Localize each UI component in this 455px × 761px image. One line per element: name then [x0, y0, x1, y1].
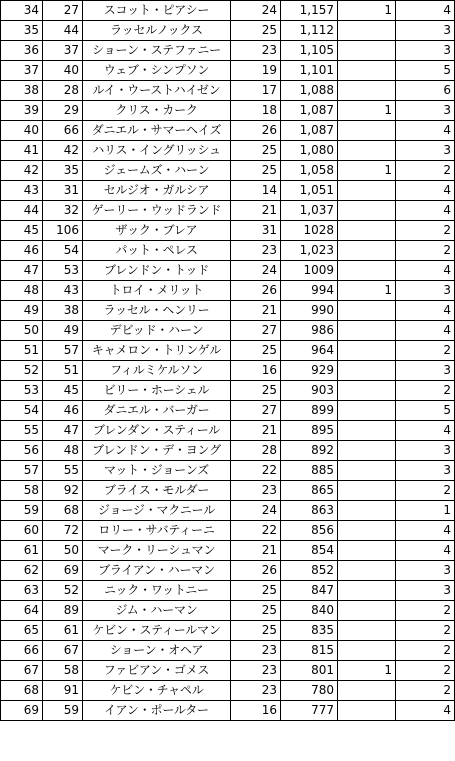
previous-rank-cell: 91: [43, 681, 83, 701]
age-cell: 16: [231, 701, 281, 721]
rank-cell: 61: [1, 541, 43, 561]
rank-cell: 37: [1, 61, 43, 81]
points-cell: 835: [281, 621, 338, 641]
points-cell: 1,105: [281, 41, 338, 61]
previous-rank-cell: 89: [43, 601, 83, 621]
age-cell: 16: [231, 361, 281, 381]
rank-cell: 34: [1, 1, 43, 21]
events-cell: 2: [396, 681, 455, 701]
events-cell: 4: [396, 321, 455, 341]
previous-rank-cell: 42: [43, 141, 83, 161]
points-cell: 780: [281, 681, 338, 701]
previous-rank-cell: 44: [43, 21, 83, 41]
player-name-cell: キャメロン・トリンゲル: [83, 341, 231, 361]
player-name-cell: ニック・ワットニー: [83, 581, 231, 601]
age-cell: 22: [231, 461, 281, 481]
wins-cell: [338, 121, 396, 141]
previous-rank-cell: 49: [43, 321, 83, 341]
age-cell: 31: [231, 221, 281, 241]
wins-cell: [338, 181, 396, 201]
points-cell: 986: [281, 321, 338, 341]
events-cell: 2: [396, 601, 455, 621]
table-row: [1, 161, 455, 181]
wins-cell: [338, 141, 396, 161]
age-cell: 21: [231, 541, 281, 561]
player-name-cell: ブレンダン・スティール: [83, 421, 231, 441]
age-cell: 25: [231, 381, 281, 401]
rank-cell: 39: [1, 101, 43, 121]
age-cell: 17: [231, 81, 281, 101]
points-cell: 1,157: [281, 1, 338, 21]
events-cell: 4: [396, 181, 455, 201]
points-cell: 994: [281, 281, 338, 301]
previous-rank-cell: 52: [43, 581, 83, 601]
previous-rank-cell: 68: [43, 501, 83, 521]
wins-cell: [338, 61, 396, 81]
table-row: [1, 301, 455, 321]
events-cell: 5: [396, 401, 455, 421]
points-cell: 1009: [281, 261, 338, 281]
wins-cell: [338, 241, 396, 261]
table-row: [1, 701, 455, 721]
events-cell: 4: [396, 701, 455, 721]
previous-rank-cell: 47: [43, 421, 83, 441]
rank-cell: 42: [1, 161, 43, 181]
rank-cell: 56: [1, 441, 43, 461]
previous-rank-cell: 59: [43, 701, 83, 721]
previous-rank-cell: 28: [43, 81, 83, 101]
age-cell: 24: [231, 501, 281, 521]
events-cell: 4: [396, 201, 455, 221]
points-cell: 1,088: [281, 81, 338, 101]
events-cell: 2: [396, 341, 455, 361]
player-name-cell: マット・ジョーンズ: [83, 461, 231, 481]
previous-rank-cell: 48: [43, 441, 83, 461]
events-cell: 3: [396, 141, 455, 161]
player-name-cell: トロイ・メリット: [83, 281, 231, 301]
age-cell: 21: [231, 421, 281, 441]
player-name-cell: ショーン・オヘア: [83, 641, 231, 661]
previous-rank-cell: 54: [43, 241, 83, 261]
age-cell: 24: [231, 261, 281, 281]
events-cell: 2: [396, 641, 455, 661]
player-name-cell: ラッセルノックス: [83, 21, 231, 41]
player-name-cell: ウェブ・シンプソン: [83, 61, 231, 81]
points-cell: 1,023: [281, 241, 338, 261]
events-cell: 2: [396, 381, 455, 401]
events-cell: 3: [396, 281, 455, 301]
rank-cell: 67: [1, 661, 43, 681]
player-name-cell: ジム・ハーマン: [83, 601, 231, 621]
player-name-cell: スコット・ピアシー: [83, 1, 231, 21]
points-cell: 847: [281, 581, 338, 601]
table-row: [1, 641, 455, 661]
events-cell: 3: [396, 561, 455, 581]
table-row: [1, 1, 455, 21]
table-row: [1, 241, 455, 261]
table-row: [1, 101, 455, 121]
age-cell: 27: [231, 321, 281, 341]
previous-rank-cell: 43: [43, 281, 83, 301]
rank-cell: 52: [1, 361, 43, 381]
points-cell: 903: [281, 381, 338, 401]
previous-rank-cell: 58: [43, 661, 83, 681]
table-row: [1, 601, 455, 621]
table-row: [1, 581, 455, 601]
rank-cell: 58: [1, 481, 43, 501]
points-cell: 856: [281, 521, 338, 541]
rank-cell: 38: [1, 81, 43, 101]
table-row: [1, 381, 455, 401]
table-row: [1, 481, 455, 501]
rank-cell: 60: [1, 521, 43, 541]
table-row: [1, 361, 455, 381]
rank-cell: 44: [1, 201, 43, 221]
player-name-cell: ブライアン・ハーマン: [83, 561, 231, 581]
events-cell: 3: [396, 361, 455, 381]
wins-cell: [338, 421, 396, 441]
previous-rank-cell: 69: [43, 561, 83, 581]
wins-cell: [338, 481, 396, 501]
previous-rank-cell: 66: [43, 121, 83, 141]
points-cell: 990: [281, 301, 338, 321]
ranking-table-body: [1, 1, 455, 721]
rank-cell: 55: [1, 421, 43, 441]
points-cell: 1,058: [281, 161, 338, 181]
table-row: [1, 61, 455, 81]
wins-cell: [338, 41, 396, 61]
rank-cell: 40: [1, 121, 43, 141]
player-name-cell: パット・ペレス: [83, 241, 231, 261]
previous-rank-cell: 55: [43, 461, 83, 481]
table-row: [1, 121, 455, 141]
events-cell: 4: [396, 1, 455, 21]
table-row: [1, 681, 455, 701]
previous-rank-cell: 40: [43, 61, 83, 81]
player-name-cell: ブレンドン・デ・ヨング: [83, 441, 231, 461]
wins-cell: [338, 201, 396, 221]
wins-cell: [338, 681, 396, 701]
age-cell: 21: [231, 201, 281, 221]
previous-rank-cell: 106: [43, 221, 83, 241]
events-cell: 2: [396, 161, 455, 181]
previous-rank-cell: 31: [43, 181, 83, 201]
wins-cell: [338, 461, 396, 481]
points-cell: 801: [281, 661, 338, 681]
table-row: [1, 501, 455, 521]
wins-cell: 1: [338, 281, 396, 301]
points-cell: 885: [281, 461, 338, 481]
rank-cell: 64: [1, 601, 43, 621]
rank-cell: 68: [1, 681, 43, 701]
previous-rank-cell: 45: [43, 381, 83, 401]
points-cell: 854: [281, 541, 338, 561]
table-row: [1, 81, 455, 101]
previous-rank-cell: 37: [43, 41, 83, 61]
points-cell: 1,080: [281, 141, 338, 161]
previous-rank-cell: 61: [43, 621, 83, 641]
rank-cell: 63: [1, 581, 43, 601]
player-name-cell: ブレンドン・トッド: [83, 261, 231, 281]
wins-cell: 1: [338, 101, 396, 121]
player-name-cell: クリス・カーク: [83, 101, 231, 121]
rank-cell: 62: [1, 561, 43, 581]
table-row: [1, 541, 455, 561]
previous-rank-cell: 46: [43, 401, 83, 421]
points-cell: 895: [281, 421, 338, 441]
player-name-cell: ファビアン・ゴメス: [83, 661, 231, 681]
rank-cell: 54: [1, 401, 43, 421]
rank-cell: 65: [1, 621, 43, 641]
previous-rank-cell: 67: [43, 641, 83, 661]
wins-cell: [338, 521, 396, 541]
points-cell: 815: [281, 641, 338, 661]
events-cell: 3: [396, 441, 455, 461]
player-name-cell: ブライス・モルダー: [83, 481, 231, 501]
age-cell: 26: [231, 121, 281, 141]
rank-cell: 57: [1, 461, 43, 481]
wins-cell: [338, 261, 396, 281]
rank-cell: 45: [1, 221, 43, 241]
points-cell: 840: [281, 601, 338, 621]
rank-cell: 35: [1, 21, 43, 41]
player-name-cell: ジョージ・マクニール: [83, 501, 231, 521]
rank-cell: 51: [1, 341, 43, 361]
player-name-cell: セルジオ・ガルシア: [83, 181, 231, 201]
age-cell: 27: [231, 401, 281, 421]
previous-rank-cell: 53: [43, 261, 83, 281]
events-cell: 6: [396, 81, 455, 101]
age-cell: 25: [231, 341, 281, 361]
table-row: [1, 41, 455, 61]
events-cell: 2: [396, 661, 455, 681]
age-cell: 25: [231, 161, 281, 181]
wins-cell: [338, 341, 396, 361]
age-cell: 18: [231, 101, 281, 121]
points-cell: 777: [281, 701, 338, 721]
player-name-cell: ゲーリー・ウッドランド: [83, 201, 231, 221]
table-row: [1, 621, 455, 641]
wins-cell: 1: [338, 1, 396, 21]
table-row: [1, 421, 455, 441]
points-cell: 1,051: [281, 181, 338, 201]
events-cell: 3: [396, 461, 455, 481]
player-name-cell: マーク・リーシュマン: [83, 541, 231, 561]
wins-cell: [338, 601, 396, 621]
table-row: [1, 341, 455, 361]
player-name-cell: ショーン・ステファニー: [83, 41, 231, 61]
wins-cell: [338, 441, 396, 461]
previous-rank-cell: 35: [43, 161, 83, 181]
wins-cell: [338, 221, 396, 241]
rank-cell: 41: [1, 141, 43, 161]
player-name-cell: ビリー・ホーシェル: [83, 381, 231, 401]
events-cell: 4: [396, 521, 455, 541]
rank-cell: 46: [1, 241, 43, 261]
age-cell: 25: [231, 141, 281, 161]
age-cell: 26: [231, 281, 281, 301]
wins-cell: [338, 81, 396, 101]
wins-cell: 1: [338, 661, 396, 681]
player-name-cell: ルイ・ウーストハイゼン: [83, 81, 231, 101]
previous-rank-cell: 32: [43, 201, 83, 221]
previous-rank-cell: 27: [43, 1, 83, 21]
events-cell: 3: [396, 41, 455, 61]
points-cell: 1,087: [281, 101, 338, 121]
age-cell: 23: [231, 241, 281, 261]
events-cell: 3: [396, 21, 455, 41]
events-cell: 3: [396, 101, 455, 121]
wins-cell: 1: [338, 161, 396, 181]
table-row: [1, 261, 455, 281]
age-cell: 23: [231, 641, 281, 661]
age-cell: 25: [231, 601, 281, 621]
previous-rank-cell: 29: [43, 101, 83, 121]
points-cell: 863: [281, 501, 338, 521]
age-cell: 24: [231, 1, 281, 21]
table-row: [1, 661, 455, 681]
previous-rank-cell: 50: [43, 541, 83, 561]
age-cell: 23: [231, 681, 281, 701]
rank-cell: 43: [1, 181, 43, 201]
player-name-cell: ジェームズ・ハーン: [83, 161, 231, 181]
rank-cell: 47: [1, 261, 43, 281]
age-cell: 23: [231, 661, 281, 681]
table-row: [1, 521, 455, 541]
table-row: [1, 281, 455, 301]
age-cell: 21: [231, 301, 281, 321]
table-row: [1, 401, 455, 421]
events-cell: 2: [396, 481, 455, 501]
rank-cell: 36: [1, 41, 43, 61]
table-row: [1, 441, 455, 461]
rank-cell: 69: [1, 701, 43, 721]
points-cell: 899: [281, 401, 338, 421]
points-cell: 1,112: [281, 21, 338, 41]
player-name-cell: ケビン・スティールマン: [83, 621, 231, 641]
wins-cell: [338, 701, 396, 721]
points-cell: 892: [281, 441, 338, 461]
rank-cell: 48: [1, 281, 43, 301]
age-cell: 19: [231, 61, 281, 81]
previous-rank-cell: 92: [43, 481, 83, 501]
points-cell: 1028: [281, 221, 338, 241]
wins-cell: [338, 321, 396, 341]
wins-cell: [338, 301, 396, 321]
age-cell: 22: [231, 521, 281, 541]
player-name-cell: ケビン・チャペル: [83, 681, 231, 701]
events-cell: 1: [396, 501, 455, 521]
rank-cell: 59: [1, 501, 43, 521]
events-cell: 4: [396, 261, 455, 281]
rank-cell: 50: [1, 321, 43, 341]
previous-rank-cell: 38: [43, 301, 83, 321]
wins-cell: [338, 361, 396, 381]
wins-cell: [338, 561, 396, 581]
rank-cell: 49: [1, 301, 43, 321]
table-row: [1, 221, 455, 241]
table-row: [1, 461, 455, 481]
table-row: [1, 561, 455, 581]
rank-cell: 66: [1, 641, 43, 661]
table-row: [1, 21, 455, 41]
wins-cell: [338, 381, 396, 401]
age-cell: 23: [231, 41, 281, 61]
events-cell: 4: [396, 301, 455, 321]
age-cell: 23: [231, 481, 281, 501]
events-cell: 4: [396, 421, 455, 441]
points-cell: 1,087: [281, 121, 338, 141]
age-cell: 14: [231, 181, 281, 201]
events-cell: 3: [396, 581, 455, 601]
events-cell: 2: [396, 621, 455, 641]
table-row: [1, 141, 455, 161]
player-name-cell: ザック・ブレア: [83, 221, 231, 241]
points-cell: 865: [281, 481, 338, 501]
previous-rank-cell: 57: [43, 341, 83, 361]
wins-cell: [338, 501, 396, 521]
table-row: [1, 181, 455, 201]
age-cell: 25: [231, 621, 281, 641]
points-cell: 964: [281, 341, 338, 361]
table-row: [1, 321, 455, 341]
previous-rank-cell: 51: [43, 361, 83, 381]
player-name-cell: イアン・ポールター: [83, 701, 231, 721]
points-cell: 929: [281, 361, 338, 381]
events-cell: 2: [396, 221, 455, 241]
wins-cell: [338, 581, 396, 601]
points-cell: 1,101: [281, 61, 338, 81]
points-cell: 1,037: [281, 201, 338, 221]
player-name-cell: ダニエル・サマーヘイズ: [83, 121, 231, 141]
events-cell: 2: [396, 241, 455, 261]
wins-cell: [338, 641, 396, 661]
age-cell: 28: [231, 441, 281, 461]
player-name-cell: デビッド・ハーン: [83, 321, 231, 341]
player-name-cell: ラッセル・ヘンリー: [83, 301, 231, 321]
player-name-cell: ロリー・サバティーニ: [83, 521, 231, 541]
events-cell: 4: [396, 541, 455, 561]
wins-cell: [338, 621, 396, 641]
points-cell: 852: [281, 561, 338, 581]
wins-cell: [338, 401, 396, 421]
table-row: [1, 201, 455, 221]
age-cell: 25: [231, 581, 281, 601]
wins-cell: [338, 21, 396, 41]
wins-cell: [338, 541, 396, 561]
player-name-cell: ダニエル・バーガー: [83, 401, 231, 421]
previous-rank-cell: 72: [43, 521, 83, 541]
rank-cell: 53: [1, 381, 43, 401]
age-cell: 25: [231, 21, 281, 41]
player-name-cell: ハリス・イングリッシュ: [83, 141, 231, 161]
events-cell: 5: [396, 61, 455, 81]
player-name-cell: フィルミケルソン: [83, 361, 231, 381]
events-cell: 4: [396, 121, 455, 141]
age-cell: 26: [231, 561, 281, 581]
